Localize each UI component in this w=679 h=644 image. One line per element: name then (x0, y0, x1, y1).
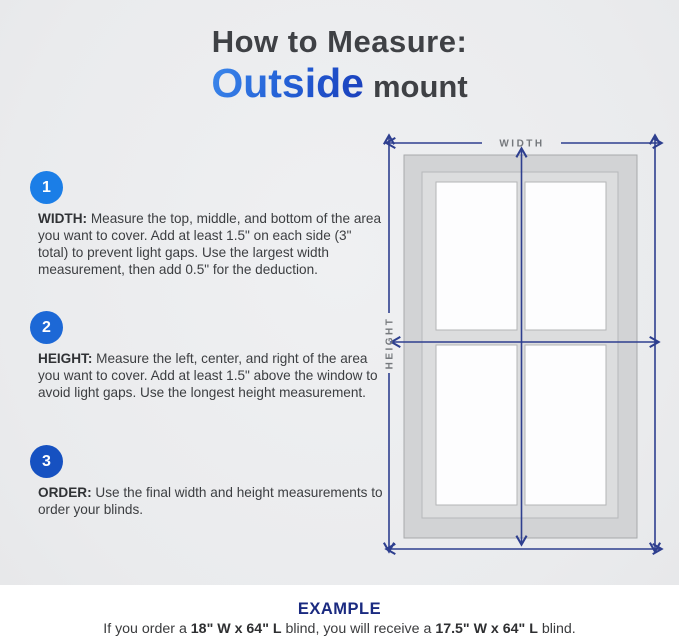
example-order-size: 18" W x 64" L (190, 621, 282, 637)
step-3-text (38, 484, 383, 518)
example-footer (0, 585, 679, 644)
title-line1: How to Measure: (211, 24, 468, 59)
step-3-body: Use the final width and height measurements to order your blinds. (38, 485, 383, 517)
width-label: WIDTH (499, 138, 545, 150)
step-height (29, 311, 383, 401)
step-3-badge: 3 (30, 445, 63, 478)
step-2-label: HEIGHT: (38, 351, 93, 366)
example-suffix: blind. (537, 621, 576, 637)
page-title (0, 24, 679, 107)
example-heading: EXAMPLE (297, 600, 382, 618)
step-1-label: WIDTH: (38, 211, 88, 226)
example-prefix: If you order a (103, 621, 191, 637)
step-2-badge: 2 (30, 311, 63, 344)
window-pane-top-right (525, 182, 606, 330)
title-line2 (0, 60, 679, 107)
title-suffix-mount: mount (372, 69, 468, 104)
step-3-label: ORDER: (38, 485, 92, 500)
window-measurement-diagram (379, 125, 679, 595)
window-pane-top-left (436, 182, 517, 330)
height-label: HEIGHT (384, 316, 396, 370)
step-1-body: Measure the top, middle, and bottom of the area you want to cover. Add at least 1.5" on each side (3" total) to prevent light gaps. Use the largest width measurement, then add 0.5" for the deduction. (38, 211, 382, 277)
window-pane-bottom-right (525, 345, 606, 505)
step-1-text (38, 210, 383, 278)
window-diagram-svg (379, 125, 679, 595)
window-pane-bottom-left (436, 345, 517, 505)
example-received-size: 17.5" W x 64" L (435, 621, 538, 637)
step-order (29, 445, 383, 518)
example-middle: blind, you will receive a (281, 621, 436, 637)
step-2-body: Measure the left, center, and right of the area you want to cover. Add at least 1.5" above the window to avoid light gaps. Use the longest height measurement. (38, 351, 378, 400)
title-highlight-outside: Outside (211, 60, 364, 106)
step-2-text (38, 350, 383, 401)
example-sentence (0, 621, 679, 637)
step-width (29, 171, 383, 278)
step-1-badge: 1 (30, 171, 63, 204)
